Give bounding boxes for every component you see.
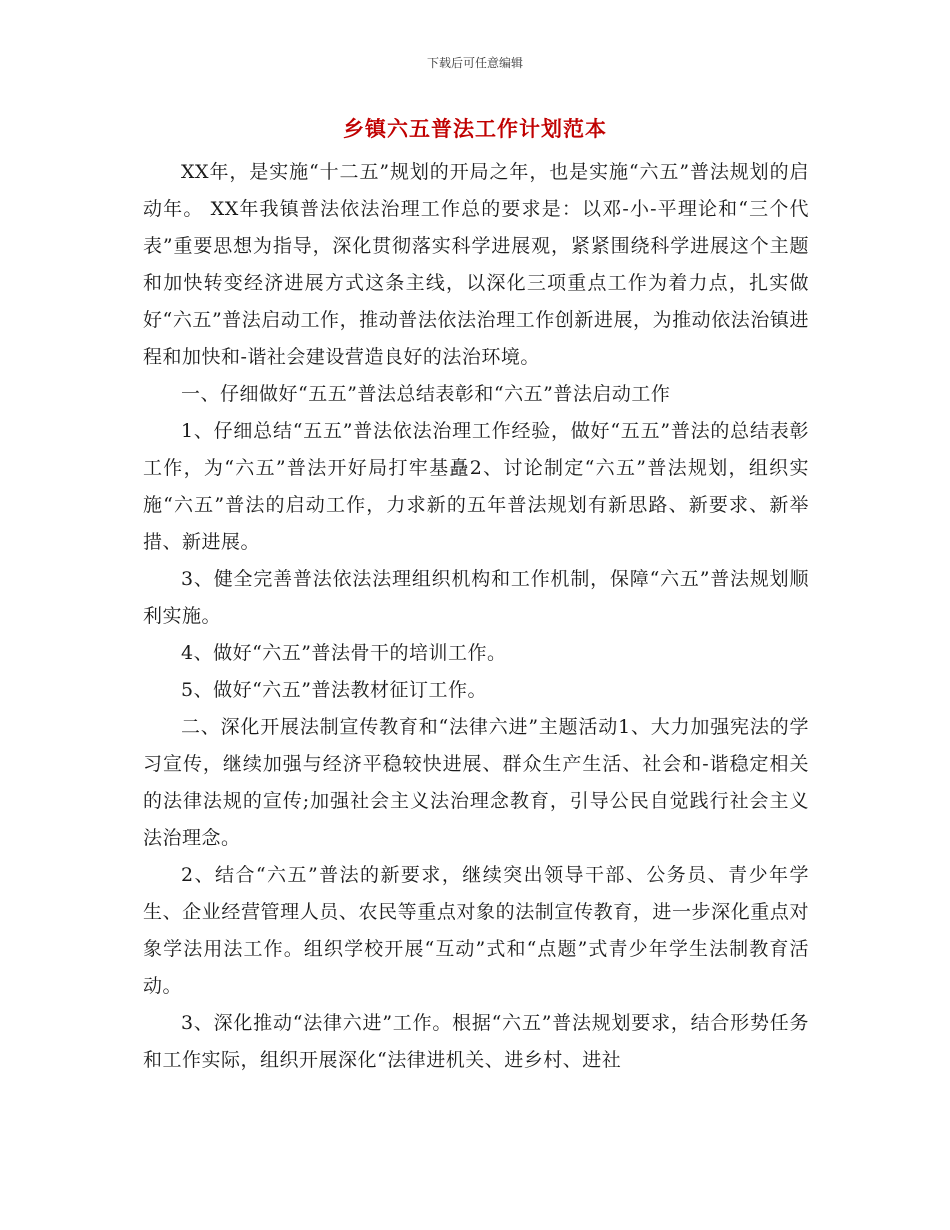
paragraph-section-2-item-3: 3、深化推动“法律六进”工作。根据“六五”普法规划要求，结合形势任务和工作实际，组织开展深化“法律进机关、进乡村、进社 <box>143 1012 809 1071</box>
document-body <box>143 154 809 1079</box>
paragraph-section-2-item-2: 2、结合“六五”普法的新要求，继续突出领导干部、公务员、青少年学生、企业经营管理人员、农民等重点对象的法制宣传教育，进一步深化重点对象学法用法工作。组织学校开展“互动”式和“点题”式青少年学生法制教育活动。 <box>143 864 809 997</box>
section-heading-1: 一、仔细做好“五五”普法总结表彰和“六五”普法启动工作 <box>181 383 671 405</box>
paragraph-item-4: 4、做好“六五”普法骨干的培训工作。 <box>181 642 507 664</box>
paragraph-intro: XX年，是实施“十二五”规划的开局之年，也是实施“六五”普法规划的启动年。 XX年我镇普法依法治理工作总的要求是：以邓-小-平理论和“三个代表”重要思想为指导，深化贯彻落实科学进展观，紧紧围绕科学进展这个主题和加快转变经济进展方式这条主线，以深化三项重点工作为着力点，扎实做好“六五”普法启动工作，推动普法依法治理工作创新进展，为推动依法治镇进程和加快和-谐社会建设营造良好的法治环境。 <box>143 161 809 368</box>
paragraph-item-1-2: 1、仔细总结“五五”普法依法治理工作经验，做好“五五”普法的总结表彰工作，为“六五”普法开好局打牢基矗2、讨论制定“六五”普法规划，组织实施“六五”普法的启动工作，力求新的五年普法规划有新思路、新要求、新举措、新进展。 <box>143 420 809 553</box>
paragraph-item-3: 3、健全完善普法依法法理组织机构和工作机制，保障“六五”普法规划顺利实施。 <box>143 568 809 627</box>
header-note: 下载后可任意编辑 <box>426 56 523 70</box>
paragraph-item-5: 5、做好“六五”普法教材征订工作。 <box>181 679 488 701</box>
section-heading-2: 二、深化开展法制宣传教育和“法律六进”主题活动1、大力加强宪法的学习宣传，继续加强与经济平稳较快进展、群众生产生活、社会和-谐稳定相关的法律法规的宣传;加强社会主义法治理念教育，引导公民自觉践行社会主义法治理念。 <box>143 716 809 849</box>
document-title: 乡镇六五普法工作计划范本 <box>343 117 607 141</box>
